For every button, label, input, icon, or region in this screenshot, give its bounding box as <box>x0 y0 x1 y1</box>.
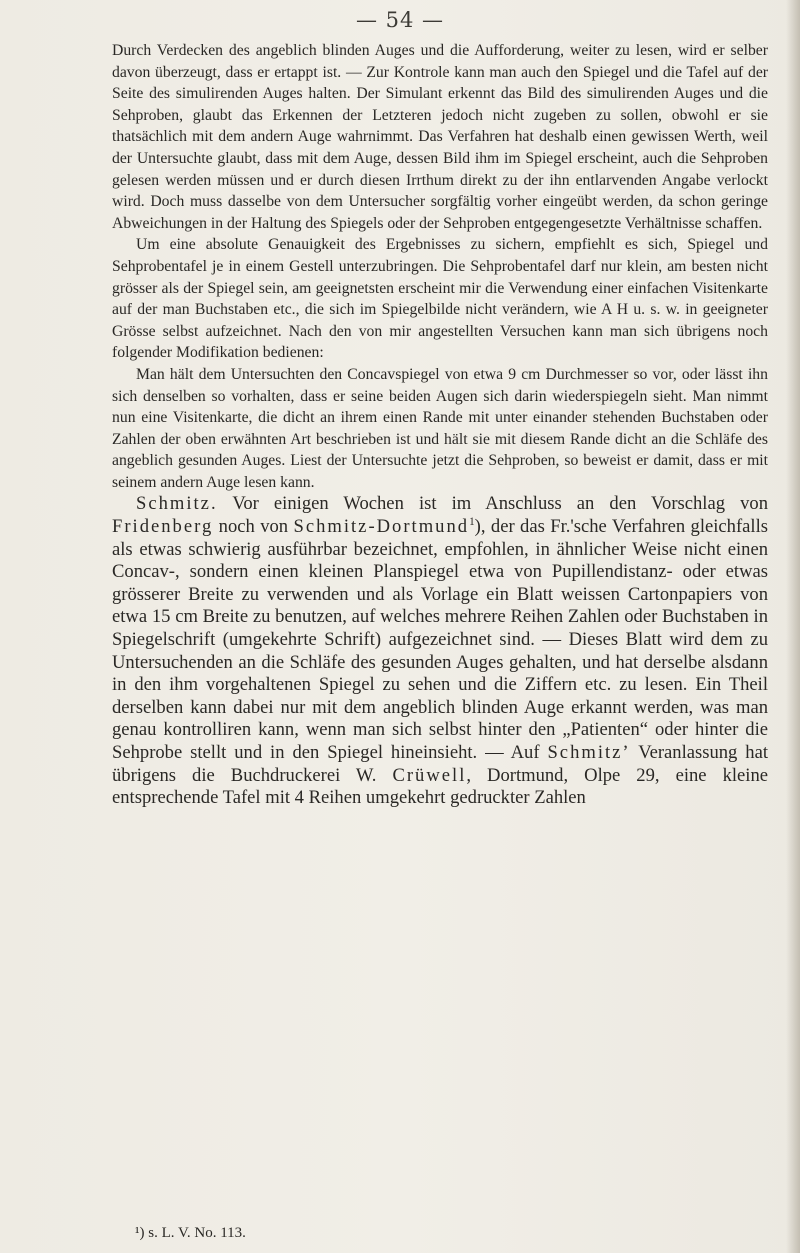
paragraph-4 <box>112 493 768 809</box>
small-print-section <box>112 40 768 493</box>
author-schmitz-dortmund: Schmitz-Dortmund <box>293 516 470 538</box>
page-number: — 54 — <box>355 8 445 32</box>
text-segment-5: , Dortmund, Olpe 29, eine kleine entsprechende Tafel mit 4 Reihen umgekehrt gedruckter Zahlen <box>112 764 768 809</box>
text-segment-4: Veranlassung hat übrigens die Buchdruckerei W. <box>112 742 768 786</box>
body-text <box>112 40 768 810</box>
text-segment-3: ), der das Fr.'sche Verfahren gleichfalls als etwas schwierig ausführbar bezeichnet, empfohlen, in ähnlicher Weise nicht einen Concav-, sondern einen kleinen Planspiegel etwa von Pupillendistanz- oder etwas grösserer Breite zu verwenden und als Vorlage ein Blatt weissen Cartonpapiers von etwa 15 cm Breite zu benutzen, auf welches mehrere Reihen Zahlen oder Buchstaben in Spiegelschrift (umgekehrte Schrift) aufgezeichnet sind. — Dieses Blatt wird dem zu Untersuchenden an die Schläfe des gesunden Auges gehalten, und hat derselbe alsdann in den ihm vorgehaltenen Spiegel zu sehen und die Ziffern etc. zu lesen. Ein Theil derselben kann dabei nur mit dem angeblich blinden Auge erkannt werden, was man genau kontrolliren kann, wenn man sich selbst hinter den „Patienten“ oder hinter die Sehprobe stellt und in den Spiegel hineinsieht. — Auf <box>112 516 768 763</box>
author-schmitz-2: Schmitz’ <box>547 742 631 763</box>
page-edge-shadow <box>786 0 800 1253</box>
author-cruewell: Crüwell <box>392 764 467 786</box>
large-print-section <box>112 493 768 809</box>
text-segment-2: noch von <box>213 516 294 538</box>
author-schmitz: Schmitz. <box>136 493 218 515</box>
footnote: ¹) s. L. V. No. 113. <box>135 1225 246 1241</box>
footnote-mark: 1 <box>469 515 475 528</box>
text-segment-1: Vor einigen Wochen ist im Anschluss an den Vorschlag von <box>217 493 768 515</box>
paragraph-2: Um eine absolute Genauigkeit des Ergebnisses zu sichern, empfiehlt es sich, Spiegel und Sehprobentafel je in einem Gestell unterzubringen. Die Sehprobentafel darf nur klein, am besten nicht grösser als der Spiegel sein, am geeignetsten erscheint mir die Verwendung einer einfachen Visitenkarte auf der man Buchstaben etc., die sich im Spiegelbilde nicht verändern, wie A H u. s. w. in geeigneter Grösse selbst aufzeichnet. Nach den von mir angestellten Versuchen kann man sich übrigens noch folgender Modifikation bedienen: <box>112 236 768 362</box>
paragraph-1: Durch Verdecken des angeblich blinden Auges und die Aufforderung, weiter zu lesen, wird er selber davon überzeugt, dass er ertappt ist. — Zur Kontrole kann man auch den Spiegel und die Tafel auf der Seite des simulirenden Auges halten. Der Simulant erkennt das Bild des simulirenden Auges und die Sehproben, glaubt das Erkennen der Letzteren jedoch nicht zugeben zu sollen, obwohl er sie thatsächlich mit dem andern Auge wahrnimmt. Das Verfahren hat deshalb einen gewissen Werth, weil der Untersuchte glaubt, dass mit dem Auge, dessen Bild ihm im Spiegel erscheint, auch die Sehproben gelesen werden müssen und er durch diesen Irrthum direkt zu der ihn entlarvenden Angabe verlockt wird. Doch muss dasselbe von dem Untersucher sorgfältig vorher eingeübt werden, da schon geringe Abweichungen in der Haltung des Spiegels oder der Sehproben entgegengesetzte Verhältnisse schaffen. <box>112 42 768 232</box>
author-fridenberg: Fridenberg <box>112 516 214 538</box>
paragraph-3: Man hält dem Untersuchten den Concavspiegel von etwa 9 cm Durchmesser so vor, oder lässt ihn sich denselben so vorhalten, dass er seine beiden Augen sich darin wiederspiegeln sieht. Man nimmt nun eine Visitenkarte, die dicht an ihrem einen Rande mit unter einander stehenden Buchstaben oder Zahlen der oben erwähnten Art beschrieben ist und hält sie mit diesem Rande dicht an die Schläfe des angeblich gesunden Auges. Liest der Untersuchte jetzt die Sehproben, so beweist er damit, dass er mit seinem andern Auge lesen kann. <box>112 365 768 491</box>
